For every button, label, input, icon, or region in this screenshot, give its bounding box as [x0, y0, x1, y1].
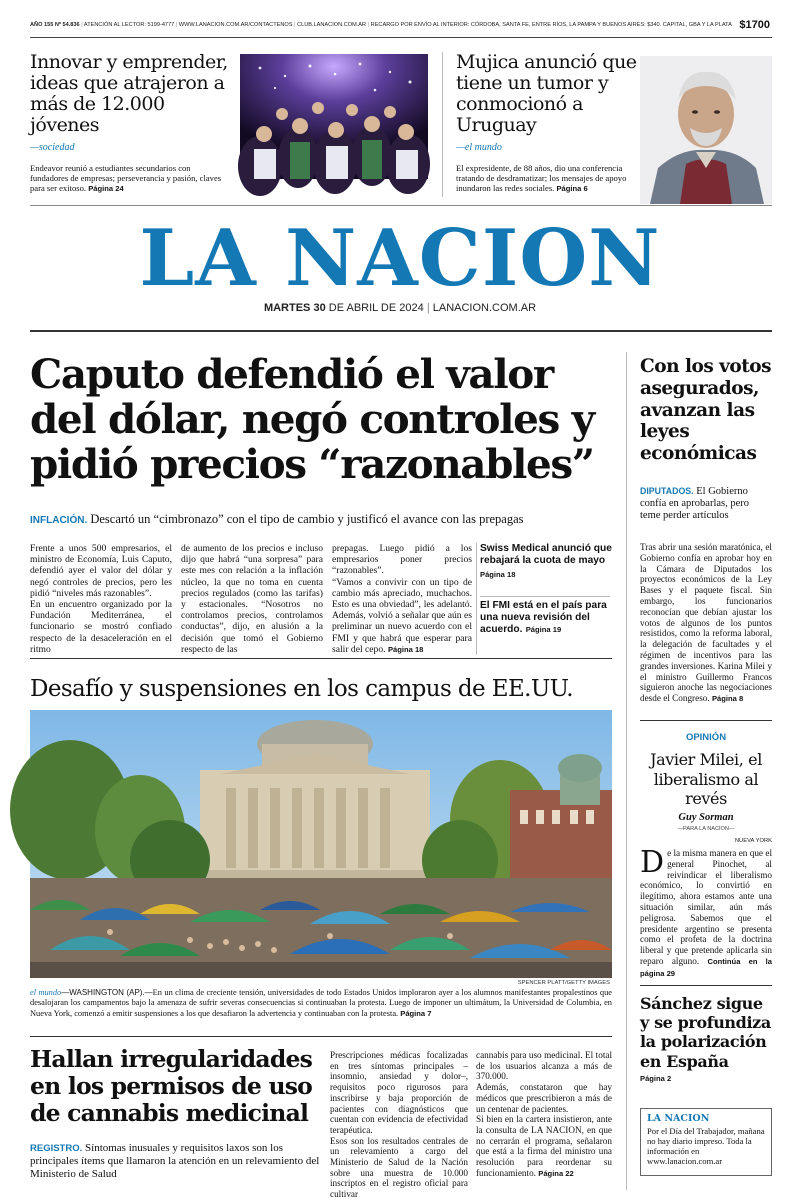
cannabis-kicker: REGISTRO.: [30, 1143, 83, 1154]
masthead-dateline: MARTES 30 DE ABRIL DE 2024 | LANACION.COM.AR: [263, 302, 537, 314]
notice-title: LA NACION: [647, 1113, 710, 1124]
issue-number: AÑO 155 Nº 54.836: [30, 22, 80, 28]
club-link[interactable]: CLUB.LANACION.COM.AR: [297, 22, 367, 28]
concert-photo: [240, 54, 428, 179]
lead-page-ref: Página 18: [387, 644, 424, 654]
teaser-right-headline[interactable]: Mujica anunció que tiene un tumor y conmocionó a Uruguay: [456, 51, 637, 136]
opinion-affiliation: —PARA LA NACION—: [677, 826, 735, 832]
price: $1700: [739, 19, 770, 31]
teaser-left-headline[interactable]: Innovar y emprender, ideas que atrajeron a más de 12.000 jóvenes: [30, 51, 228, 136]
mujica-photo: [640, 56, 772, 204]
cannabis-column-2: cannabis para uso medicinal. El total de los usuarios alcanza a más de 370.000. Además, constataron que hay médicos que prescribieron a más de un centenar de pacientes. Si bien en la cartera insistieron, ante la consulta de LA NACION, en que no cerrarán el programa, señalaron que está a la firma del ministro una resolución para reordenar su funcionamiento. Página 22: [476, 1050, 612, 1178]
teaser-left-summary: Endeavor reunió a estudiantes secundarios con fundadores de empresas; perseverancia y pasión, claves para ser exitoso. Página 24: [30, 163, 222, 194]
teaser-right[interactable]: [456, 52, 656, 192]
campus-caption: el mundo—WASHINGTON (AP).—En un clima de creciente tensión, universidades de todo Estados Unidos imploraron ayer a los alumnos manifestantes propalestinos que desalojaran los campamentos bajo la amenaza de sufrir severas consecuencias si continuaban la protesta. Luego de imponer un ultimátum, la Universidad de Columbia, en Nueva York, comenzó a emitir suspensiones a los que desafiaron la advertencia y continuaban con la protesta. Página 7: [30, 988, 612, 1018]
top-bar: AÑO 155 Nº 54.836 | ATENCIÓN AL LECTOR: 5199-4777 | WWW.LANACION.COM.AR/CONTACTENOS | CLUB.LANACION.COM.AR | RECARGO POR ENVÍO AL INTERIOR: CÓRDOBA, SANTA FE, ENTRE RÍOS, LA PAMPA Y BUENOS AIRES: $340. CAPITAL, GBA Y LA PLATA: [30, 22, 732, 28]
lead-column-2: de aumento de los precios e incluso dijo que habrá “una sorpresa” para este mes con relación a la inflación núcleo, la que no toma en cuenta precios regulados (como las tarifas) y estacionales. “Nosotros no controlamos precios, controlamos conductas”, dijo, en alusión a la decisión que tomó el Gobierno respecto de las: [181, 543, 323, 655]
lead-deck-text: Descartó un “cimbronazo” con el tipo de cambio y justificó el avance con las prepagas: [90, 512, 524, 526]
lead-column-3: prepagas. Luego pidió a los empresarios poner precios “razonables”. “Vamos a convivir con un tipo de cambio más apreciado, muchachos. Esto es una obviedad”, les adelantó. Además, volvió a señalar que aún es preliminar un nuevo acuerdo con el FMI y que habrá que esperar para salir del cepo. Página 18: [332, 543, 472, 655]
spain-page-ref: Página 2: [640, 1074, 672, 1083]
campus-photo: [30, 710, 612, 978]
contact-link[interactable]: WWW.LANACION.COM.AR/CONTACTENOS: [178, 22, 293, 28]
lead-deck: [30, 512, 610, 527]
teaser-right-summary: El expresidente, de 88 años, dio una conferencia tratando de desdramatizar; los mensajes de apoyo inundaron las redes sociales. Página 6: [456, 163, 627, 194]
brief-2-headline[interactable]: El FMI está en el país para una nueva revisión del acuerdo.: [480, 600, 607, 635]
campus-dateline: —WASHINGTON (AP).—: [61, 988, 153, 997]
votes-kicker: DIPUTADOS.: [640, 486, 694, 496]
votes-headline[interactable]: Con los votos asegurados, avanzan las leyes económicas: [640, 356, 772, 465]
opinion-body: De la misma manera en que el general Pinochet, al reivindicar el liberalismo económico, lo convirtió en ilegítimo, ahora estamos ante una situación similar, aún más peligrosa. Sabemos que el presidente argentino se presenta como el profeta de la doctrina liberal y que pretende aplicarla sin reparo alguno. Continúa en la página 29: [640, 845, 772, 978]
teaser-left[interactable]: [30, 52, 230, 192]
spain-headline[interactable]: Sánchez sigue y se profundiza la polarización en España: [640, 994, 771, 1071]
opinion-dateline: NUEVA YORK: [734, 838, 772, 844]
lead-headline[interactable]: Caputo defendió el valor del dólar, negó controles y pidió precios “razonables”: [30, 350, 594, 488]
brief-2-page: Página 19: [525, 625, 562, 634]
cannabis-column-1: Prescripciones médicas focalizadas en tres síntomas principales –insomnio, ansiedad y dolor–, requisitos poco rigurosos para inscribirse y baja proporción de pacientes con diagnósticos que cuentan con evidencia de efectividad terapéutica. Esos son los resultados centrales de un relevamiento a cargo del Ministerio de Salud de la Nación sobre una muestra de 10.000 inscriptos en el registro oficial para cultivar: [330, 1050, 468, 1200]
masthead-logo[interactable]: LA NACION: [139, 213, 661, 304]
lead-column-1: Frente a unos 500 empresarios, el ministro de Economía, Luis Caputo, defendió ayer el valor del dólar y negó controles de precios, pero les pidió “niveles más razonables”. En un encuentro organizado por la Fundación Mediterránea, el funcionario se mostró confiado respecto de la desaceleración en el ritmo: [30, 543, 172, 655]
opinion-author: Guy Sorman: [678, 812, 734, 823]
teaser-left-section: —sociedad: [30, 142, 75, 153]
cannabis-deck: REGISTRO. Síntomas inusuales y requisitos laxos son los principales ítems que llamaron la atención en un relevamiento del Ministerio de Salud: [30, 1142, 320, 1180]
lead-kicker: INFLACIÓN.: [30, 515, 88, 526]
votes-page-ref: Página 8: [711, 694, 744, 704]
campus-headline[interactable]: Desafío y suspensiones en los campus de EE.UU.: [30, 676, 574, 702]
opinion-page-ref[interactable]: Continúa en la página 29: [640, 956, 772, 978]
brief-1-page: Página 18: [480, 570, 516, 579]
notice-box: [640, 1108, 772, 1176]
masthead-day: MARTES 30: [263, 302, 326, 314]
brief-1-headline[interactable]: Swiss Medical anunció que rebajará la cuota de mayo: [480, 543, 612, 566]
brief-2[interactable]: [480, 600, 612, 636]
cannabis-headline[interactable]: Hallan irregularidades en los permisos de uso de cannabis medicinal: [30, 1045, 313, 1127]
cannabis-page-ref: Página 22: [538, 1168, 574, 1178]
shipping-surcharge: RECARGO POR ENVÍO AL INTERIOR: CÓRDOBA, SANTA FE, ENTRE RÍOS, LA PAMPA Y BUENOS AIRES: $340. CAPITAL, GBA Y LA PLATA: [370, 22, 732, 28]
notice-text: Por el Día del Trabajador, mañana no hay diario impreso. Toda la información en www.lanacion.com.ar: [647, 1126, 765, 1166]
masthead-site[interactable]: LANACION.COM.AR: [432, 302, 537, 314]
teaser-right-section: —el mundo: [456, 142, 502, 153]
opinion-title[interactable]: Javier Milei, el liberalismo al revés: [650, 750, 762, 808]
campus-photo-credit: SPENCER PLATT/GETTY IMAGES: [517, 980, 610, 986]
campus-page-ref: Página 7: [400, 1008, 432, 1018]
reader-attention: ATENCIÓN AL LECTOR: 5199-4777: [83, 22, 175, 28]
masthead-date: DE ABRIL DE 2024: [328, 302, 424, 314]
votes-body: Tras abrir una sesión maratónica, el Gobierno confía en aprobar hoy en la Cámara de Diputados los proyectos económicos de la Ley Bases y el paquete fiscal. Sin embargo, los funcionarios reconocían que debían ajustar los votos de algunos de los puntos resistidos, como la reforma laboral, la delegación de facultades y el régimen de incentivos para las grandes inversiones. Karina Milei y el ministro Guillermo Francos siguieron anoche las negociaciones desde el Congreso. Página 8: [640, 542, 772, 704]
opinion-dropcap: D: [640, 845, 665, 880]
opinion-label: OPINIÓN: [685, 732, 727, 743]
votes-deck: DIPUTADOS. El Gobierno confía en aprobarlas, pero teme perder artículos: [640, 486, 750, 521]
brief-1[interactable]: [480, 543, 612, 579]
campus-section: el mundo: [30, 988, 62, 997]
